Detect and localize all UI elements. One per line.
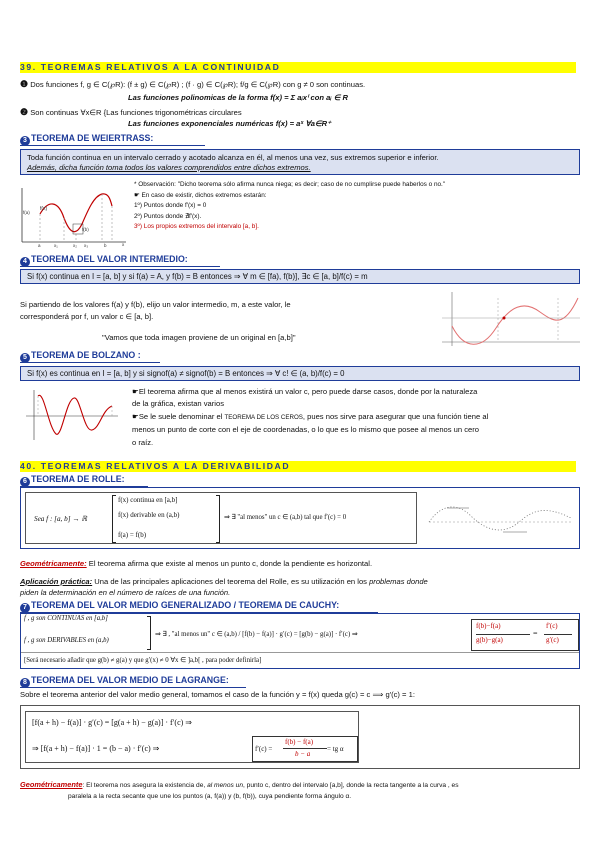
cauchy-note: [Será necesario añadir que g(b) ≠ g(a) y que g′(x) ≠ 0 ∀x ∈ ]a,b[ , para poder definirla] [24, 657, 262, 664]
bolzano-box: Si f(x) es continua en I = [a, b] y si signof(a) ≠ signof(b) = B entonces ⇒ ∀ c! ∈ (a, b)/f(c) = 0 [20, 366, 580, 381]
svg-text:f(b): f(b) [82, 227, 89, 232]
item-1 [20, 79, 580, 90]
lagrange-formula [25, 711, 359, 763]
cauchy-frac-r-num: f′(c) [546, 622, 558, 630]
bolzano-t5: o raíz. [132, 437, 154, 447]
intermedio-title: 4 TEOREMA DEL VALOR INTERMEDIO: [20, 254, 188, 267]
item-2-sub: Las funciones exponenciales numéricas f(x) = aˣ ∀a∈R⁺ [128, 119, 332, 128]
section-title: TEOREMAS RELATIVOS A LA CONTINUIDAD [40, 62, 281, 72]
item-2-text: Son continuas ∀x∈R {Las funciones trigonométricas circulares [30, 108, 242, 117]
bolzano-t2: de la gráfica, existan varios [132, 399, 225, 409]
weierstrass-notes [134, 180, 580, 233]
obs-5: 3º) Los propios extremos del intervalo [a, b]. [134, 223, 259, 231]
weierstrass-title: 3 TEOREMA DE WEIERTRASS: [20, 133, 153, 146]
lagrange-frac-num: f(b) − f(a) [285, 738, 314, 746]
lagrange-geo: Geométricamente: El teorema nos asegura la existencia de, al menos un, punto c, dentro del intervalo [a,b], donde la recta tangente a la curva , es paralela a la recta secante que une los puntos (a, f(a)) y (b, f(b)), cuya pendiente forma ángulo α. [20, 780, 459, 800]
cauchy-frac-l-den: g(b)−g(a) [476, 636, 503, 644]
item-2 [20, 107, 242, 118]
svg-text:x: x [122, 242, 125, 247]
badge-3: 3 [20, 136, 30, 146]
intermedio-quote: "Vamos que toda imagen proviene de un original en [a,b]" [102, 333, 296, 342]
svg-text:f(a): f(a) [23, 210, 30, 215]
rolle-sea: Sea f : [a, b] → ℝ [34, 515, 88, 523]
intermedio-paragraph: Si partiendo de los valores f(a) y f(b), elijo un valor intermedio, m, a este valor, le corresponderá por f, un valor c ∈ [a, b]. [20, 300, 291, 321]
obs-1: * Observación: "Dicho teorema sólo afirma nunca niega; es decir; caso de no cumplirse puede haberlos o no." [134, 181, 446, 188]
svg-text:x₁: x₁ [54, 243, 58, 248]
rolle-cond-3: f(a) = f(b) [118, 531, 147, 539]
equals-sign: = [533, 629, 538, 638]
cauchy-cond-1: f , g son CONTINUAS en [a,b] [24, 615, 108, 622]
item-1-text: Dos funciones f, g ∈ C(℘R): (f ± g) ∈ C(℘R) ; (f · g) ∈ C(℘R); f/g ∈ C(℘R) con g ≠ 0 son continuas. [30, 80, 366, 89]
weierstrass-box [20, 149, 580, 175]
badge-8: 8 [20, 678, 30, 688]
item-1-badge: ❶ [20, 79, 29, 89]
cauchy-result: ⇒ ∃ , "al menos un" c ∈ (a,b) / [f(b) − f(a)] · g′(c) = [g(b) − g(a)] · f′(c) ⇒ [155, 631, 358, 638]
badge-5: 5 [20, 353, 30, 363]
svg-text:f(x): f(x) [40, 206, 48, 212]
item-2-badge: ❷ [20, 107, 29, 117]
intermedio-box: Si f(x) continua en I = [a, b] y si f(a) = A, y f(b) = B entonces ⇒ ∀ m ∈ [fa), f(b)], ∃c ∈ [a, b]/f(c) = m [20, 269, 580, 284]
cauchy-box [20, 613, 580, 669]
rolle-title: 6 TEOREMA DE ROLLE: [20, 474, 125, 487]
section-40-header [20, 461, 576, 472]
lagrange-eq-2: ⇒ [f(a + h) − f(a)] · 1 = (b − a) · f′(c) ⇒ [32, 744, 160, 753]
lagrange-frac-rhs: = tg α [327, 745, 344, 753]
badge-4: 4 [20, 257, 30, 267]
badge-7: 7 [20, 603, 30, 613]
lagrange-intro: Sobre el teorema anterior del valor medio general, tomamos el caso de la función y = f(x) queda g(c) = c ⟹ g′(c) = 1: [20, 690, 415, 699]
svg-text:x₃: x₃ [84, 243, 89, 248]
rolle-graph [423, 492, 577, 544]
rolle-box [20, 487, 580, 549]
rolle-result: ⇒ ∃ "al menos" un c ∈ (a,b) tal que f′(c) = 0 [224, 514, 347, 521]
bolzano-title: 5 TEOREMA DE BOLZANO : [20, 350, 141, 363]
intermedio-graph [438, 288, 584, 350]
rolle-formula [25, 492, 417, 544]
weierstrass-line-2: Además, dicha función toma todos los valores comprendidos entre dichos extremos. [27, 163, 311, 172]
badge-6: 6 [20, 477, 30, 487]
obs-2: ☛ En caso de existir, dichos extremos estarán: [134, 191, 267, 199]
item-1-sub: Las funciones polinomicas de la forma f(x) = Σ aᵢxⁱ con aᵢ ∈ R [128, 93, 348, 102]
bolzano-graph [22, 386, 122, 442]
lagrange-title: 8 TEOREMA DEL VALOR MEDIO DE LAGRANGE: [20, 675, 229, 688]
obs-4: 2º) Puntos donde ∄f′(x). [134, 212, 202, 220]
lagrange-eq-1: [f(a + h) − f(a)] · g′(c) = [g(a + h) − g(a)] · f′(c) ⇒ [32, 718, 193, 727]
svg-text:b: b [104, 243, 107, 248]
lagrange-fraction-box [252, 736, 358, 762]
rolle-cond-1: f(x) continua en [a,b] [118, 496, 178, 504]
rolle-cond-2: f(x) derivable en (a,b) [118, 511, 180, 519]
section-number: 40. [20, 461, 37, 471]
bolzano-text [132, 386, 582, 449]
cauchy-title: 7 TEOREMA DEL VALOR MEDIO GENERALIZADO / TEOREMA DE CAUCHY: [20, 600, 339, 613]
cauchy-frac-l-num: f(b)−f(a) [476, 622, 501, 630]
bolzano-t4: menos un punto de corte con el eje de coordenadas, o lo que es lo mismo que posee al menos un cero [132, 425, 480, 435]
svg-text:x₂: x₂ [73, 243, 77, 248]
rolle-geo: Geométricamente: El teorema afirma que existe al menos un punto c, donde la pendiente es horizontal. [20, 559, 373, 568]
section-number: 39. [20, 62, 37, 72]
cauchy-cond-2: f , g son DERIVABLES en (a,b) [24, 637, 109, 644]
weierstrass-graph [18, 184, 130, 248]
obs-3: 1º) Puntos donde f′(x) = 0 [134, 202, 207, 210]
lagrange-frac-lhs: f′(c) = [255, 745, 273, 753]
bolzano-t3: ☛Se le suele denominar el TEOREMA DE LOS CEROS, pues nos sirve para asegurar que una función tiene al [132, 411, 489, 421]
cauchy-frac-r-den: g′(c) [546, 636, 559, 644]
lagrange-frac-den: b − a [295, 750, 311, 758]
lagrange-box [20, 705, 580, 769]
section-39-header [20, 62, 576, 73]
svg-text:a: a [38, 243, 41, 248]
rolle-app: Aplicación práctica: Una de las principales aplicaciones del teorema del Rolle, es su utilización en los problemas donde piden la determinación en el número de raíces de una función. [20, 577, 428, 597]
section-title: TEOREMAS RELATIVOS A LA DERIVABILIDAD [40, 461, 291, 471]
weierstrass-line-1: Toda función continua en un intervalo cerrado y acotado alcanza en él, al menos una vez, sus extremos superior e inferior. [27, 153, 439, 162]
cauchy-fraction-box [471, 619, 579, 651]
bolzano-t1: ☛El teorema afirma que al menos existirá un valor c, pero puede darse casos, donde por la naturaleza [132, 387, 478, 396]
